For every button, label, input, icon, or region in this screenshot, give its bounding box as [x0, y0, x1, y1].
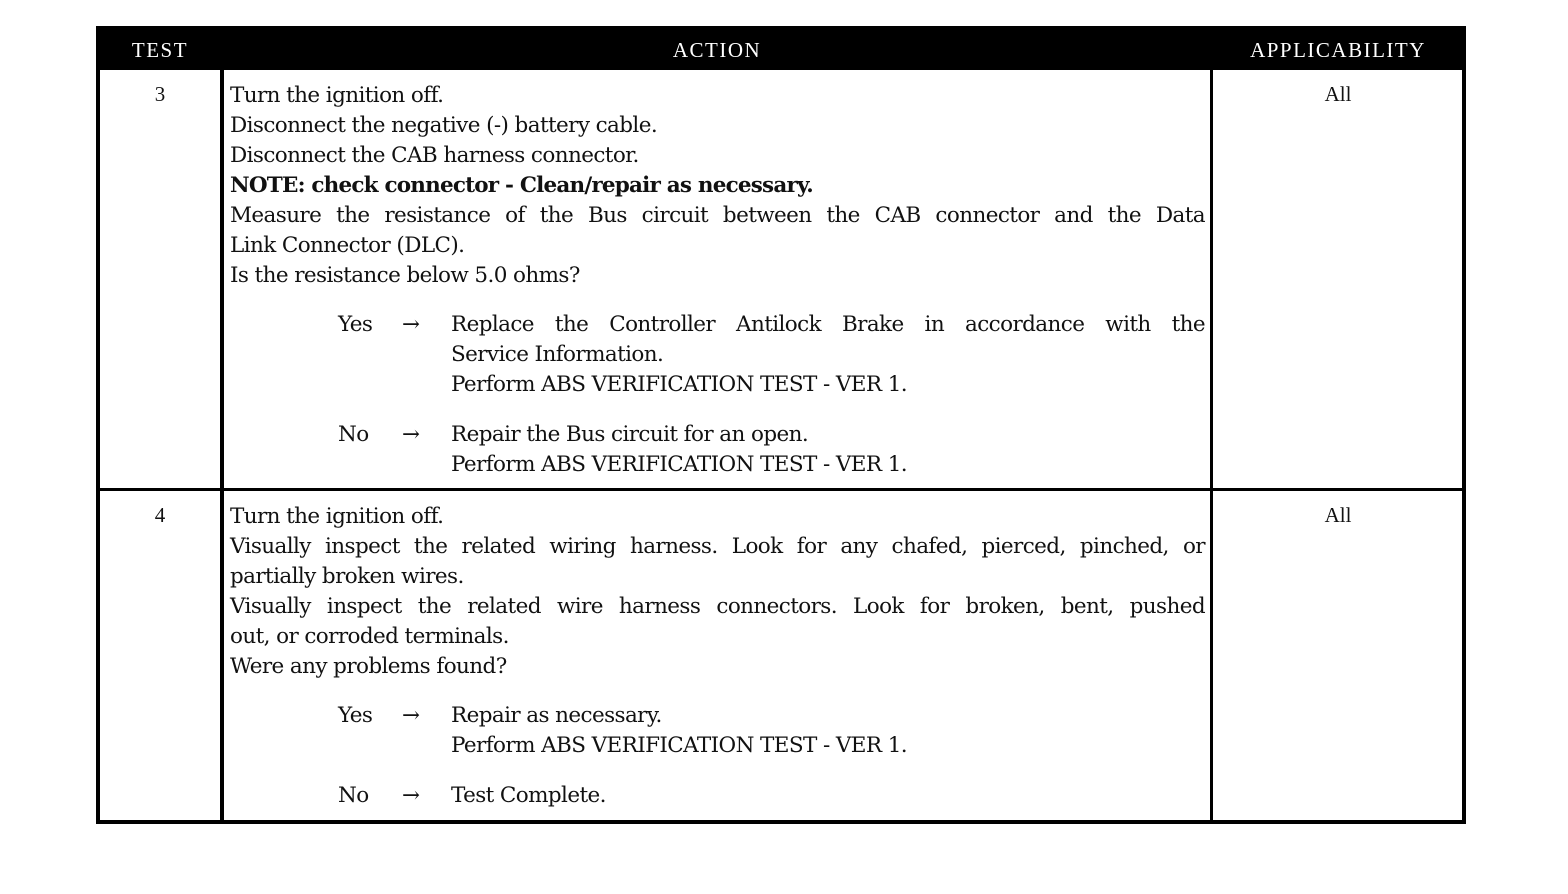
arrow-right-icon: →	[402, 783, 420, 808]
arrow-right-icon: →	[402, 312, 420, 337]
arrow-right-icon: →	[402, 422, 420, 447]
diagnostic-table	[96, 26, 1466, 824]
no-branch	[338, 781, 1205, 811]
applicability-value: All	[1324, 503, 1352, 527]
table-row-test-4	[100, 491, 1462, 820]
branch-text: Test Complete.	[451, 783, 606, 808]
arrow-right-icon: →	[402, 703, 420, 728]
no-branch	[338, 420, 1205, 480]
no-label: No	[338, 783, 369, 808]
action-cell	[230, 81, 1205, 480]
step-text: out, or corroded terminals.	[230, 624, 509, 649]
applicability-value: All	[1324, 82, 1352, 106]
step-text: Measure the resistance of the Bus circuit between the CAB connector and the Data	[230, 203, 1205, 228]
step-text: Link Connector (DLC).	[230, 233, 465, 258]
yes-label: Yes	[338, 703, 373, 728]
branch-text: Service Information.	[451, 342, 664, 367]
step-text: Disconnect the negative (-) battery cable.	[230, 113, 658, 138]
step-text: Disconnect the CAB harness connector.	[230, 143, 639, 168]
step-text: Turn the ignition off.	[230, 504, 444, 529]
step-text: Visually inspect the related wire harness connectors. Look for broken, bent, pushed	[230, 594, 1205, 619]
step-text: Turn the ignition off.	[230, 83, 444, 108]
yes-label: Yes	[338, 312, 373, 337]
header-applicability: APPLICABILITY	[1250, 38, 1426, 62]
branch-text: Perform ABS VERIFICATION TEST - VER 1.	[451, 452, 908, 477]
branch-text: Perform ABS VERIFICATION TEST - VER 1.	[451, 733, 908, 758]
header-test: TEST	[131, 38, 189, 62]
branch-text: Repair the Bus circuit for an open.	[451, 422, 809, 447]
step-text: Visually inspect the related wiring harness. Look for any chafed, pierced, pinched, or	[230, 534, 1205, 559]
question-text: Is the resistance below 5.0 ohms?	[230, 263, 580, 288]
branch-text: Perform ABS VERIFICATION TEST - VER 1.	[451, 372, 908, 397]
note-text: NOTE: check connector - Clean/repair as necessary.	[230, 173, 813, 198]
table-row-test-3	[100, 70, 1462, 488]
branch-text: Repair as necessary.	[451, 703, 662, 728]
no-label: No	[338, 422, 369, 447]
branch-text: Replace the Controller Antilock Brake in accordance with the	[451, 312, 1205, 337]
yes-branch	[338, 310, 1205, 400]
yes-branch	[338, 701, 1205, 761]
question-text: Were any problems found?	[230, 654, 507, 679]
action-cell	[230, 502, 1205, 811]
test-number: 3	[154, 82, 166, 106]
header-action: ACTION	[672, 38, 762, 62]
step-text: partially broken wires.	[230, 564, 464, 589]
table-header	[100, 30, 1462, 70]
test-number: 4	[154, 503, 166, 527]
